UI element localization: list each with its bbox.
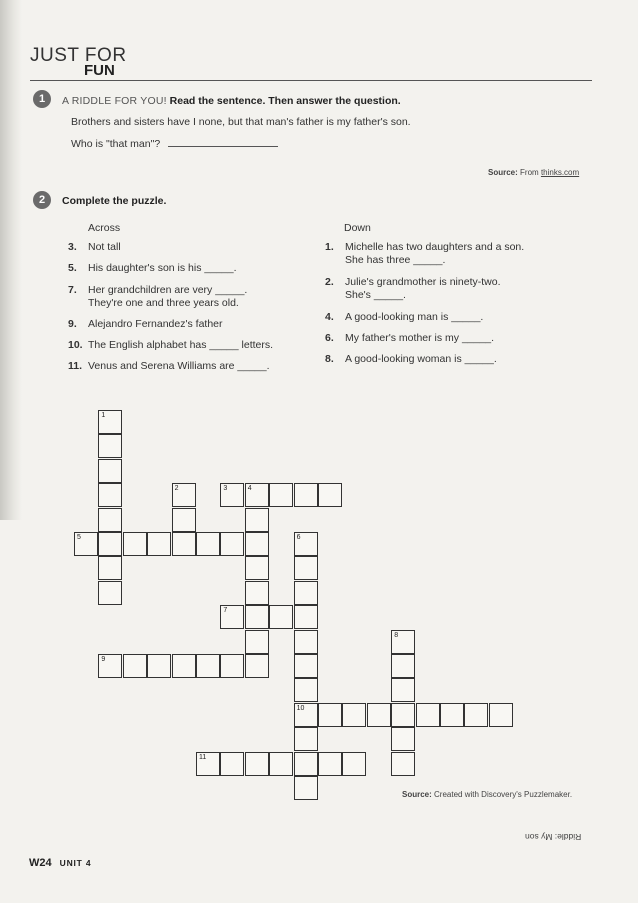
grid-cell[interactable] <box>98 459 122 483</box>
grid-cell[interactable] <box>391 752 415 776</box>
grid-cell[interactable] <box>391 703 415 727</box>
riddle-source-link[interactable]: thinks.com <box>540 168 580 177</box>
grid-cell[interactable] <box>245 532 269 556</box>
grid-cell[interactable] <box>98 434 122 458</box>
across-clue-number: 10. <box>68 339 83 351</box>
grid-cell[interactable] <box>440 703 464 727</box>
puzzle-instruction: Complete the puzzle. <box>62 195 167 207</box>
across-clue-text: Not tall <box>88 241 121 253</box>
grid-cell[interactable] <box>391 678 415 702</box>
grid-cell[interactable] <box>342 752 366 776</box>
grid-cell[interactable] <box>245 654 269 678</box>
grid-cell[interactable] <box>464 703 488 727</box>
page-footer <box>29 857 91 869</box>
grid-cell[interactable] <box>123 532 147 556</box>
grid-cell[interactable] <box>245 508 269 532</box>
across-clue-number: 7. <box>68 284 77 296</box>
page-number: W24 <box>29 857 52 869</box>
riddle-answer-blank[interactable] <box>168 137 278 147</box>
grid-cell[interactable] <box>172 532 196 556</box>
unit-label: UNIT 4 <box>59 858 92 868</box>
grid-cell-number: 10 <box>296 704 305 712</box>
grid-cell[interactable] <box>294 581 318 605</box>
grid-cell[interactable] <box>294 776 318 800</box>
grid-cell-number: 8 <box>394 631 399 639</box>
title-just-for: JUST FOR <box>30 45 127 66</box>
grid-cell[interactable] <box>318 703 342 727</box>
grid-cell-number: 11 <box>199 753 207 761</box>
across-clue-number: 5. <box>68 262 77 274</box>
across-clue-number: 3. <box>68 241 77 253</box>
across-clue-text: Venus and Serena Williams are _____. <box>88 360 270 372</box>
across-heading: Across <box>88 222 121 234</box>
grid-cell[interactable] <box>489 703 513 727</box>
riddle-source-text: From <box>520 168 539 177</box>
riddle-instruction: Read the sentence. Then answer the question. <box>169 95 401 107</box>
grid-cell[interactable] <box>220 532 244 556</box>
grid-cell-number: 9 <box>101 656 106 663</box>
grid-cell[interactable] <box>147 532 171 556</box>
riddle-question: Who is "that man"? <box>71 138 161 150</box>
scan-edge-shadow <box>0 0 22 520</box>
riddle-answer-upside-down: Riddle: My son <box>525 832 582 842</box>
section-2-badge: 2 <box>33 191 51 209</box>
grid-cell[interactable] <box>98 508 122 532</box>
down-clue-number: 4. <box>325 311 334 323</box>
riddle-label: A RIDDLE FOR YOU! <box>62 95 167 107</box>
grid-cell[interactable] <box>147 654 171 678</box>
section-1-title <box>62 95 401 107</box>
down-clue-number: 1. <box>325 241 334 253</box>
grid-cell-number: 7 <box>223 607 228 615</box>
grid-cell[interactable] <box>98 483 122 507</box>
across-clue-text: Her grandchildren are very _____. <box>88 284 248 296</box>
grid-cell[interactable] <box>269 483 293 507</box>
grid-cell[interactable] <box>318 752 342 776</box>
grid-cell[interactable] <box>245 556 269 580</box>
title-rule <box>30 80 592 81</box>
grid-cell[interactable] <box>245 581 269 605</box>
grid-cell[interactable] <box>342 703 366 727</box>
down-clue-text: A good-looking man is _____. <box>345 311 484 323</box>
grid-cell[interactable] <box>367 703 391 727</box>
puzzle-source <box>402 790 572 799</box>
grid-cell[interactable] <box>196 654 220 678</box>
across-clue-text: The English alphabet has _____ letters. <box>88 339 274 351</box>
puzzle-source-text: Created with Discovery's Puzzlemaker. <box>434 790 573 799</box>
grid-cell[interactable] <box>245 752 269 776</box>
grid-cell[interactable] <box>294 727 318 751</box>
grid-cell-number: 1 <box>101 412 106 419</box>
grid-cell[interactable] <box>98 532 122 556</box>
grid-cell[interactable] <box>245 630 269 654</box>
grid-cell[interactable] <box>123 654 147 678</box>
down-clue-text: My father's mother is my _____. <box>345 332 495 344</box>
puzzle-source-label: Source: <box>402 790 432 799</box>
grid-cell[interactable] <box>416 703 440 727</box>
across-clue-number: 9. <box>68 318 77 330</box>
grid-cell[interactable] <box>245 605 269 629</box>
grid-cell[interactable] <box>294 605 318 629</box>
down-clue-text: Michelle has two daughters and a son. <box>345 241 525 253</box>
riddle-source <box>488 168 579 177</box>
grid-cell-number: 5 <box>77 534 81 541</box>
grid-cell-number: 4 <box>247 485 252 493</box>
riddle-source-label: Source: <box>488 168 518 177</box>
grid-cell[interactable] <box>220 752 244 776</box>
down-clue-number: 6. <box>325 332 334 344</box>
grid-cell[interactable] <box>294 556 318 580</box>
grid-cell[interactable] <box>318 483 342 507</box>
grid-cell[interactable] <box>196 532 220 556</box>
across-clue-text: His daughter's son is his _____. <box>88 262 237 274</box>
down-clue-number: 2. <box>325 276 334 288</box>
grid-cell[interactable] <box>269 605 293 629</box>
down-clue-text: A good-looking woman is _____. <box>345 353 497 365</box>
down-clue-number: 8. <box>325 353 334 365</box>
grid-cell[interactable] <box>98 581 122 605</box>
grid-cell[interactable] <box>172 508 196 532</box>
down-clue-text: She has three _____. <box>345 254 446 266</box>
grid-cell[interactable] <box>294 752 318 776</box>
grid-cell[interactable] <box>220 654 244 678</box>
title-fun: FUN <box>84 62 115 79</box>
grid-cell[interactable] <box>391 654 415 678</box>
down-heading: Down <box>344 222 371 234</box>
riddle-sentence: Brothers and sisters have I none, but that man's father is my father's son. <box>71 116 411 128</box>
across-clue-text: They're one and three years old. <box>88 297 239 309</box>
grid-cell[interactable] <box>391 727 415 751</box>
grid-cell[interactable] <box>172 654 196 678</box>
across-clue-text: Alejandro Fernandez's father <box>88 318 223 330</box>
grid-cell-number: 6 <box>296 534 301 541</box>
down-clue-text: Julie's grandmother is ninety-two. <box>345 276 501 288</box>
riddle-question-line <box>71 137 278 150</box>
grid-cell[interactable] <box>269 752 293 776</box>
section-2-title <box>62 195 166 207</box>
section-1-badge: 1 <box>33 90 51 108</box>
grid-cell-number: 2 <box>174 485 179 493</box>
grid-cell[interactable] <box>294 654 318 678</box>
grid-cell[interactable] <box>294 630 318 654</box>
across-clue-number: 11. <box>68 360 83 372</box>
grid-cell-number: 3 <box>223 485 228 493</box>
down-clue-text: She's _____. <box>345 289 406 301</box>
grid-cell[interactable] <box>98 556 122 580</box>
grid-cell[interactable] <box>294 483 318 507</box>
grid-cell[interactable] <box>294 678 318 702</box>
